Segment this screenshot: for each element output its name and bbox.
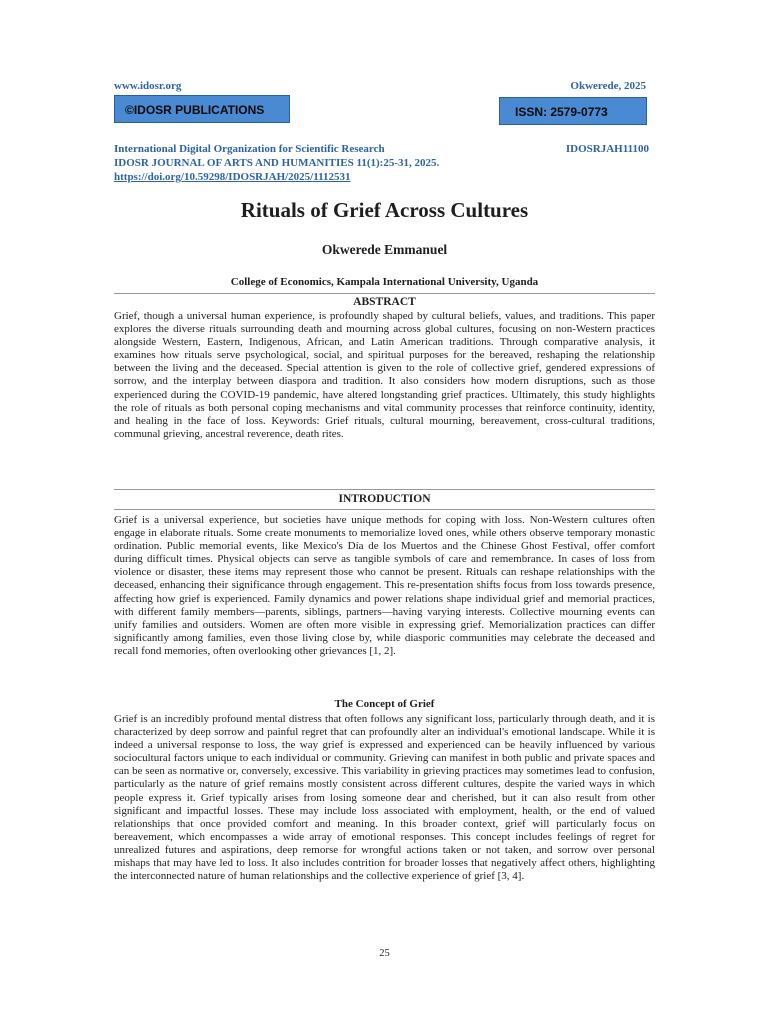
publisher-banner: ©IDOSR PUBLICATIONS	[114, 95, 290, 123]
journal-info	[114, 142, 649, 184]
author-year: Okwerede, 2025	[570, 80, 646, 92]
author-affiliation: College of Economics, Kampala International University, Uganda	[230, 276, 539, 288]
page-number: 25	[379, 948, 390, 959]
author-name: Okwerede Emmanuel	[321, 242, 448, 257]
doi-link[interactable]: https://doi.org/10.59298/IDOSRJAH/2025/1112531	[114, 171, 351, 183]
introduction-heading: INTRODUCTION	[338, 493, 431, 505]
divider	[114, 509, 655, 510]
organization-name: International Digital Organization for Scientific Research	[114, 143, 385, 155]
concept-heading: The Concept of Grief	[334, 698, 435, 710]
website-link[interactable]: www.idosr.org	[114, 80, 182, 92]
abstract-heading: ABSTRACT	[353, 296, 416, 308]
issn-banner: ISSN: 2579-0773	[499, 97, 647, 125]
abstract-text	[114, 310, 655, 441]
divider	[114, 489, 655, 490]
divider	[114, 293, 655, 294]
article-code: IDOSRJAH11100	[565, 143, 649, 155]
concept-text: Grief is an incredibly profound mental distress that often follows any significant loss, particularly through death, and it is characterized by deep sorrow and painful regret that can profoundly alter an individual's emotional landscape. While it is indeed a universal response to loss, the way grief is expressed and experienced can be heavily influenced by various sociocultural factors unique to each individual or community. Grieving can manifest in both public and private spaces and can be seen as normative or, conversely, excessive. This variability in grieving practices may sometimes lead to confusion, particularly as the nature of grief remains mostly consistent across different cultures, despite the varied ways in which people express it. Grief typically arises from losing someone dear and cherished, but it can also result from other significant and impactful losses. These may include loss associated with employment, health, or the end of valued relationships that once provided comfort and meaning. In this broader context, grief will particularly focus on bereavement, which encompasses a wide array of emotional responses. This concept includes feelings of regret for unrealized futures and aspirations, deep remorse for wrongful actions taken or not taken, and sorrow over personal mishaps that may have led to loss. It also includes contrition for broader losses that negatively affect others, highlighting the interconnected nature of human relationships and the collective experience of grief [3, 4].	[114, 713, 655, 883]
abstract-body: Grief, though a universal human experience, is profoundly shaped by cultural beliefs, values, and traditions. This paper explores the diverse rituals surrounding death and mourning across global cultures, focusing on non-Western practices alongside Western, Eastern, Indigenous, African, and Latin American traditions. Through comparative analysis, it examines how rituals serve psychological, social, and spiritual purposes for the bereaved, reshaping the relationship between the living and the deceased. Special attention is given to the role of collective grief, gendered expressions of sorrow, and the interplay between diaspora and tradition. It also considers how modern disruptions, such as those experienced during the COVID-19 pandemic, have altered longstanding grief practices. Ultimately, this study highlights the role of rituals as both personal coping mechanisms and vital community processes that reinforce continuity, identity, and healing in the face of loss.	[114, 310, 655, 427]
paper-title: Rituals of Grief Across Cultures	[240, 198, 529, 222]
introduction-text: Grief is a universal experience, but societies have unique methods for coping with loss. Non-Western cultures often engage in elaborate rituals. Some create monuments to memorialize loved ones, while others observe temporary monastic ordination. Public memorial events, like Mexico's Día de los Muertos and the Chinese Ghost Festival, offer comfort during difficult times. Physical objects can serve as tangible symbols of care and remembrance. In cases of loss from violence or disaster, these items may represent those who cannot be present. Rituals can reshape relationships with the deceased, enhancing their significance through engagement. This re-presentation shifts focus from loss towards presence, affecting how grief is experienced. Family dynamics and power relations shape individual grief and memorial practices, with different family members—parents, siblings, partners—having varying interests. Collective mourning events can unify families and outsiders. Women are often more visible in expressing grief. Memorialization practices can differ significantly among families, even those living close by, while diasporic communities may celebrate the deceased and recall fond memories, often overlooking other grievances [1, 2].	[114, 514, 655, 657]
keywords-label: Keywords:	[271, 414, 320, 427]
keywords-list: Grief rituals, cultural mourning, bereavement, cross-cultural traditions, communal grieving, ancestral reverence, death rites.	[114, 414, 655, 440]
journal-citation: IDOSR JOURNAL OF ARTS AND HUMANITIES 11(1):25-31, 2025.	[114, 157, 440, 169]
